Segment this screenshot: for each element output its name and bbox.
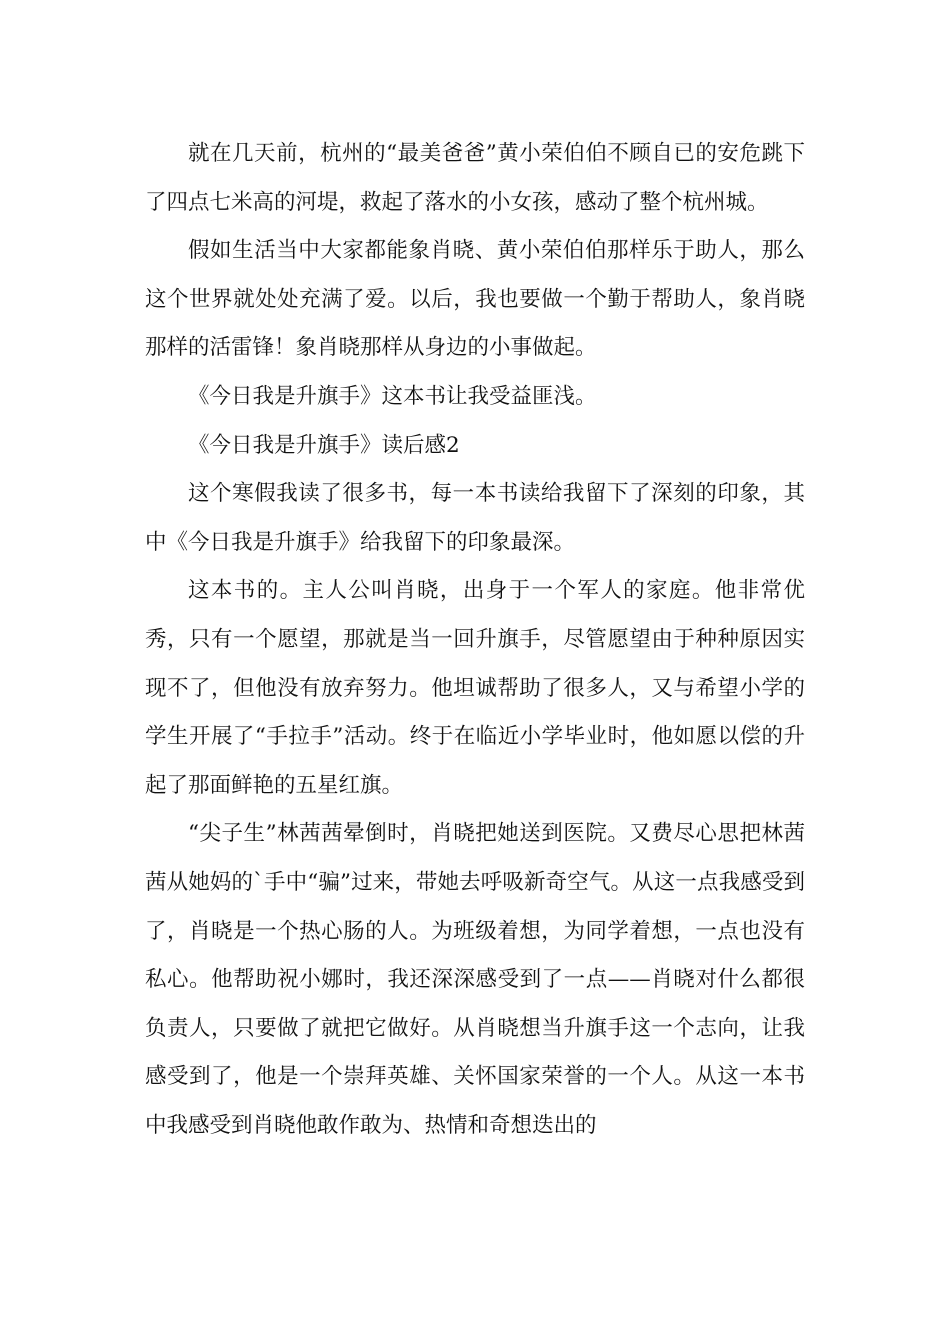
paragraph-1: 就在几天前，杭州的“最美爸爸”黄小荣伯伯不顾自已的安危跳下了四点七米高的河堤，救起了落水的小女孩，感动了整个杭州城。	[145, 141, 805, 215]
document-body	[145, 130, 805, 1150]
paragraph-5: 这个寒假我读了很多书，每一本书读给我留下了深刻的印象，其中《今日我是升旗手》给我留下的印象最深。	[145, 481, 805, 555]
paragraph-6: 这本书的。主人公叫肖晓，出身于一个军人的家庭。他非常优秀，只有一个愿望，那就是当一回升旗手，尽管愿望由于种种原因实现不了，但他没有放弃努力。他坦诚帮助了很多人，又与希望小学的学生开展了“手拉手”活动。终于在临近小学毕业时，他如愿以偿的升起了那面鲜艳的五星红旗。	[145, 578, 805, 798]
paragraph-3: 《今日我是升旗手》这本书让我受益匪浅。	[188, 383, 597, 409]
paragraph-7: “尖子生”林茜茜晕倒时，肖晓把她送到医院。又费尽心思把林茜茜从她妈的`手中“骗”过来，带她去呼吸新奇空气。从这一点我感受到了，肖晓是一个热心肠的人。为班级着想，为同学着想，一点也没有私心。他帮助祝小娜时，我还深深感受到了一点——肖晓对什么都很负责人，只要做了就把它做好。从肖晓想当升旗手这一个志向，让我感受到了，他是一个崇拜英雄、关怀国家荣誉的一个人。从这一本书中我感受到肖晓他敢作敢为、热情和奇想迭出的	[145, 821, 805, 1138]
section-heading: 《今日我是升旗手》读后感2	[188, 432, 460, 458]
paragraph-2: 假如生活当中大家都能象肖晓、黄小荣伯伯那样乐于助人，那么这个世界就处处充满了爱。以后，我也要做一个勤于帮助人，象肖晓那样的活雷锋！象肖晓那样从身边的小事做起。	[145, 238, 805, 361]
